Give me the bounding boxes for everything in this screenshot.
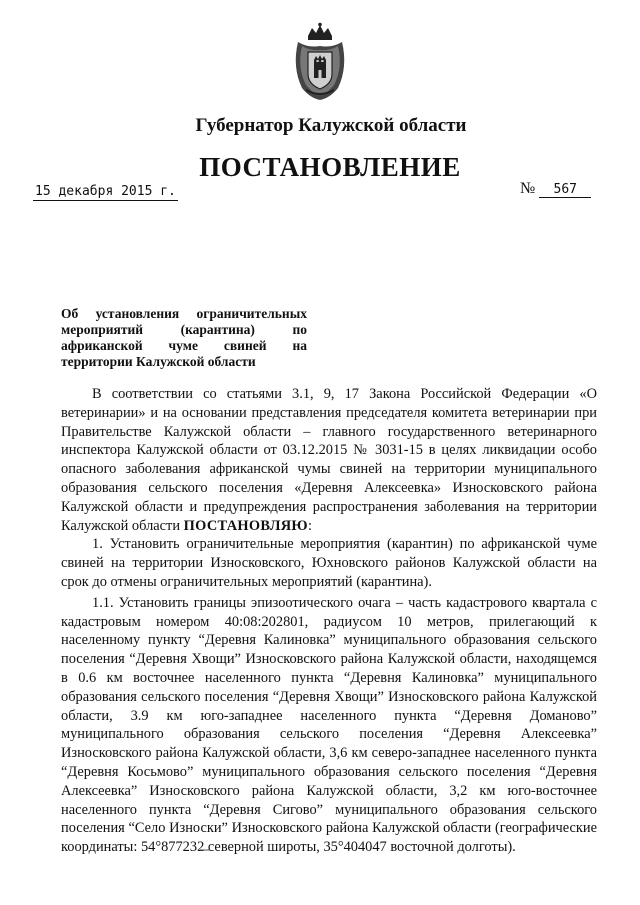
scan-mark [200, 848, 210, 852]
item-1-1-paragraph: 1.1. Установить границы эпизоотического очага – часть кадастрового квартала с кадастровым номером 40:08:202801, радиусом 10 метров, прилегающий к населенному пункту “Деревня Калиновка” муниципального образования сельского поселения “Деревня Хвощи” Износковского района Калужской области, находящемся в 0.6 км восточнее населенного пункта “Деревня Калиновка” муниципального образования сельского поселения “Деревня Хвощи” Износковского района Калужской области, 3.9 км юго-западнее населенного пункта “Деревня Доманово” муниципального образования сельского поселения “Деревня Алексеевка” Износковского района Калужской области, 3,6 км северо-западнее населенного пункта “Деревня Косьмово” муниципального образования сельского поселения “Деревня Алексеевка” Износковского района Калужской области, 3,2 км юго-восточнее населенного пункта “Деревня Сигово” муниципального образования сельского поселения “Село Износки” Износковского района Калужской области (географические координаты: 54°877232 северной широты, 35°404047 восточной долготы). [61, 594, 597, 856]
document-date: 15 декабря 2015 г. [35, 184, 176, 199]
subject-line: африканской чуме свиней на [61, 338, 307, 353]
preamble-paragraph [61, 385, 597, 535]
decree-word: ПОСТАНОВЛЯЮ [183, 517, 308, 534]
number-value: 567 [539, 182, 591, 198]
document-number [520, 180, 591, 198]
document-subject [61, 306, 307, 370]
issuing-authority: Губернатор Калужской области [195, 115, 467, 136]
coat-of-arms-icon [288, 22, 352, 102]
number-label: № [520, 180, 536, 197]
item-1-paragraph: 1. Установить ограничительные мероприятия (карантин) по африканской чуме свиней на территории Износковского, Юхновского районов Калужской области на срок до отмены ограничительных мероприятий (карантина). [61, 536, 597, 590]
subject-line: мероприятий (карантина) по [61, 322, 307, 337]
document-body [61, 385, 597, 857]
decree-colon: : [307, 517, 312, 534]
document-type-title: ПОСТАНОВЛЕНИЕ [199, 152, 461, 182]
subject-line: Об установления ограничительных [61, 306, 307, 321]
preamble-text: В соответствии со статьями 3.1, 9, 17 Закона Российской Федерации «О ветеринарии» и на основании представления председателя комитета ветеринарии при Правительстве Калужской области – главного государственного ветеринарного инспектора Калужской области от 03.12.2015 № 3031-15 в целях ликвидации особо опасного заболевания африканской чумы свиней на территории муниципального образования сельского поселения «Деревня Алексеевка» Износковского района Калужской области и предупреждения распространения заболевания на территории Калужской области [61, 386, 597, 534]
subject-line: территории Калужской области [61, 354, 256, 369]
